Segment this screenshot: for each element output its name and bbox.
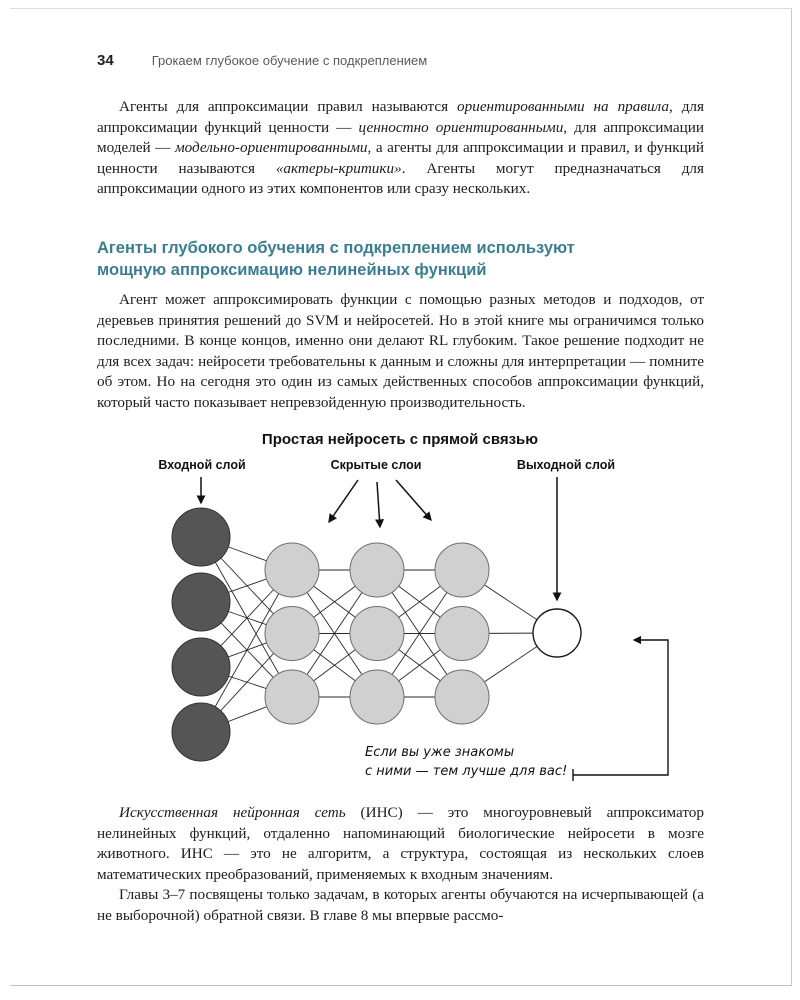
hidden-node xyxy=(435,607,489,661)
hidden-node xyxy=(435,543,489,597)
input-node xyxy=(172,638,230,696)
label-hidden-layers: Скрытые слои xyxy=(330,458,422,472)
text-run-italic: модельно-ориентированными xyxy=(174,139,368,157)
text-run-italic: ценностно ориентированными xyxy=(358,118,564,136)
input-node xyxy=(172,573,230,631)
text-run: , а агенты для аппроксимации и правил, и функций ценности называются xyxy=(97,139,704,177)
text-run-italic: Искусственная нейронная сеть xyxy=(119,804,346,821)
text-run-italic: «актеры-критики» xyxy=(275,159,402,177)
hidden-layer-arrow-middle xyxy=(377,482,380,527)
network-nodes xyxy=(172,508,581,761)
page-header xyxy=(97,52,704,70)
paragraph-approximation: Агент может аппроксимировать функции с помощью разных методов и подходов, от деревьев принятия решений до SVM и нейросетей. Но в этой книге мы ограничимся только последними. В конце концов, именно они делают RL глубоким. Такое решение подходит не для всех задач: нейросети требовательны к данным и сложны для интерпретации — помните об этом. Но на сегодня это один из самых действенных способов аппроксимации функций, который часто показывает непревзойденную производительность. xyxy=(97,291,704,411)
text-run: . Агенты могут предназначаться для аппроксимации одного из этих компонентов или сразу нескольких. xyxy=(97,159,704,198)
hidden-node xyxy=(350,543,404,597)
hidden-node xyxy=(435,670,489,724)
paragraph-agent-types xyxy=(97,97,704,200)
hidden-layer-arrow-left xyxy=(329,480,358,522)
bottom-paragraphs xyxy=(97,803,704,927)
annotation-line-1: Если вы уже знакомы xyxy=(365,745,515,760)
paragraph-chapters: Главы 3–7 посвящены только задачам, в которых агенты обучаются на исчерпывающей (а не выборочной) обратной связи. В главе 8 мы впервые рассмо- xyxy=(97,886,704,924)
hidden-node xyxy=(350,607,404,661)
hidden-node xyxy=(265,607,319,661)
text-run: , для аппроксимации функций ценности — xyxy=(97,98,704,136)
output-node xyxy=(533,609,581,657)
text-run: Агенты для аппроксимации правил называются xyxy=(119,98,458,115)
text-run: , для аппроксимации моделей — xyxy=(97,118,704,157)
label-output-layer: Выходной слой xyxy=(516,458,616,472)
text-run-italic: ориентированными на правила xyxy=(457,98,669,115)
input-node xyxy=(172,703,230,761)
label-input-layer: Входной слой xyxy=(158,458,246,472)
annotation-line-2: с ними — тем лучше для вас! xyxy=(365,764,568,779)
section-heading: Агенты глубокого обучения с подкреплением используют мощную аппроксимацию нелинейных функций xyxy=(97,239,575,279)
hidden-node xyxy=(265,670,319,724)
hidden-node xyxy=(265,543,319,597)
figure-title: Простая нейросеть с прямой связью xyxy=(261,431,539,448)
annotation-arrow-line xyxy=(573,640,668,775)
page-number: 34 xyxy=(97,52,114,69)
text-run: (ИНС) — это многоуровневый аппроксиматор нелинейных функций, отдаленно напоминающий биологические нейросети в мозге животного. ИНС — это не алгоритм, а структура, состоящая из нескольких слоев математических преобразований, применяемых к входным значениям. xyxy=(97,804,704,883)
paragraph-ann-definition xyxy=(97,803,704,885)
input-node xyxy=(172,508,230,566)
figure-annotation xyxy=(365,743,567,781)
running-title: Грокаем глубокое обучение с подкреплением xyxy=(151,53,428,68)
hidden-layer-arrow-right xyxy=(396,480,431,520)
hidden-node xyxy=(350,670,404,724)
annotation-arrow xyxy=(573,640,668,781)
